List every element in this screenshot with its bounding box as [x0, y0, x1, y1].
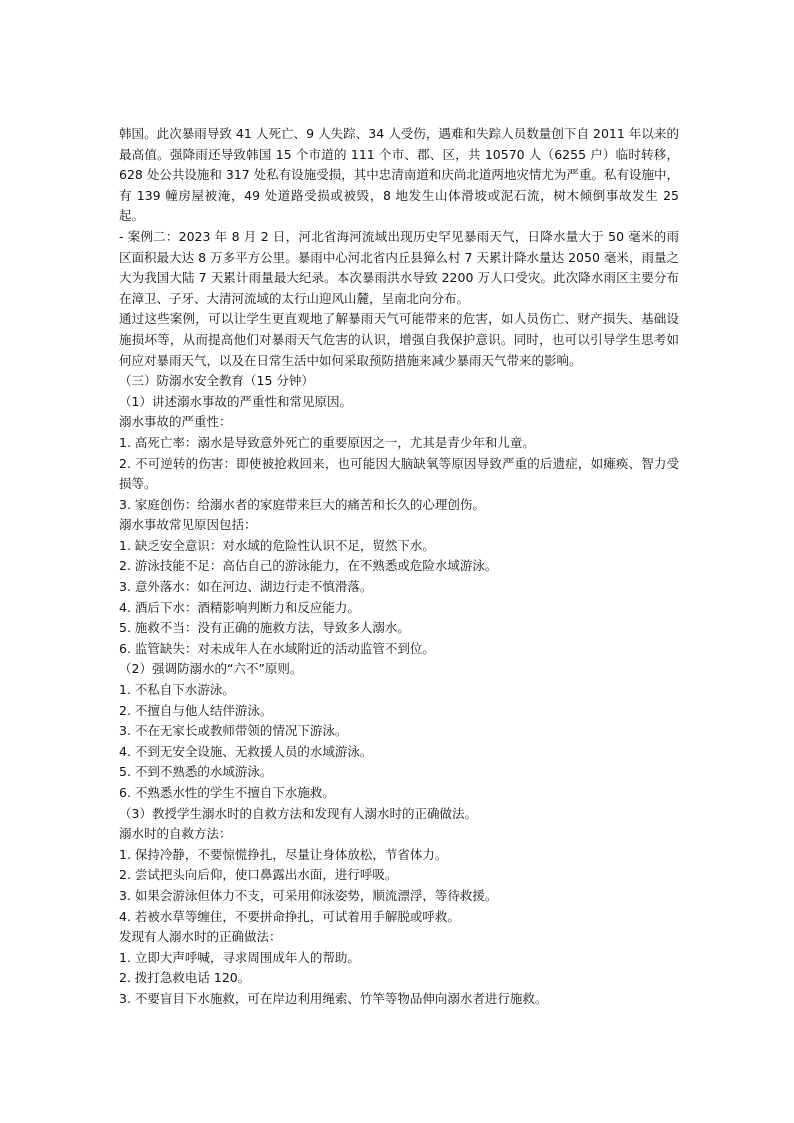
- list-item: 1. 缺乏安全意识：对水域的危险性认识不足，贸然下水。: [119, 537, 435, 553]
- list-item: 2. 不可逆转的伤害：即使被抢救回来，也可能因大脑缺氧等原因导致严重的后遗症，如瘫痪、智力受损等。: [119, 455, 679, 492]
- list-item: 6. 监管缺失：对未成年人在水域附近的活动监管不到位。: [119, 640, 435, 656]
- label-self-rescue: 溺水时的自救方法：: [119, 826, 232, 842]
- paragraph-case-summary: 通过这些案例，可以让学生更直观地了解暴雨天气可能带来的危害，如人员伤亡、财产损失、基础设施损坏等，从而提高他们对暴雨天气危害的认识，增强自我保护意识。同时，也可以引导学生思考如何应对暴雨天气，以及在日常生活中如何采取预防措施来减少暴雨天气带来的影响。: [119, 311, 679, 368]
- list-item: 5. 施救不当：没有正确的施救方法，导致多人溺水。: [119, 620, 410, 636]
- list-item: 2. 游泳技能不足：高估自己的游泳能力，在不熟悉或危险水域游泳。: [119, 558, 498, 574]
- list-item: 5. 不到不熟悉的水域游泳。: [119, 764, 273, 780]
- list-item: 2. 尝试把头向后仰，使口鼻露出水面，进行呼吸。: [119, 867, 398, 883]
- list-item: 4. 酒后下水：酒精影响判断力和反应能力。: [119, 599, 360, 615]
- list-item: 3. 如果会游泳但体力不支，可采用仰泳姿势，顺流漂浮，等待救援。: [119, 887, 498, 903]
- list-item: 2. 拨打急救电话 120。: [119, 970, 251, 986]
- subheading-six-nots: （2）强调防溺水的“六不”原则。: [119, 661, 303, 677]
- list-item: 4. 若被水草等缠住，不要拼命挣扎，可试着用手解脱或呼救。: [119, 908, 460, 924]
- section-heading-drowning: （三）防溺水安全教育（15 分钟）: [119, 373, 314, 389]
- list-item: 3. 不要盲目下水施救，可在岸边利用绳索、竹竿等物品伸向溺水者进行施救。: [119, 990, 548, 1006]
- subheading-severity-causes: （1）讲述溺水事故的严重性和常见原因。: [119, 393, 352, 409]
- list-item: 1. 高死亡率：溺水是导致意外死亡的重要原因之一，尤其是青少年和儿童。: [119, 434, 535, 450]
- paragraph-korea-case: 韩国。此次暴雨导致 41 人死亡、9 人失踪、34 人受伤，遇难和失踪人员数量创下自 2011 年以来的最高值。强降雨还导致韩国 15 个市道的 111 个市、郡、区，共 10570 人（6255 户）临时转移，628 处公共设施和 317 处私有设施受损，其中忠清南道和庆尚北道两地灾情尤为严重。私有设施中，有 139 幢房屋被淹，49 处道路受损或被毁，8 地发生山体滑坡或泥石流，树木倾倒事故发生 25 起。: [119, 126, 679, 224]
- list-item: 6. 不熟悉水性的学生不擅自下水施救。: [119, 785, 335, 800]
- list-item: 3. 意外落水：如在河边、湖边行走不慎滑落。: [119, 579, 373, 595]
- list-item: 1. 立即大声呼喊，寻求周围成年人的帮助。: [119, 949, 360, 965]
- label-causes: 溺水事故常见原因包括：: [119, 517, 257, 533]
- list-item: 3. 不在无家长或教师带领的情况下游泳。: [119, 723, 348, 739]
- label-severity: 溺水事故的严重性：: [119, 414, 232, 430]
- list-item: 1. 保持冷静，不要惊慌挣扎，尽量让身体放松，节省体力。: [119, 846, 448, 862]
- list-item: 3. 家庭创伤：给溺水者的家庭带来巨大的痛苦和长久的心理创伤。: [119, 496, 485, 512]
- subheading-self-rescue: （3）教授学生溺水时的自救方法和发现有人溺水时的正确做法。: [119, 805, 477, 821]
- label-rescue-others: 发现有人溺水时的正确做法：: [119, 929, 282, 945]
- paragraph-case-two: - 案例二：2023 年 8 月 2 日，河北省海河流域出现历史罕见暴雨天气，日降水量大于 50 毫米的雨区面积最大达 8 万多平方公里。暴雨中心河北省内丘县獐么村 7 天累计降水量达 2050 毫米，雨量之大为我国大陆 7 天累计雨量最大纪录。本次暴雨洪水导致 2200 万人口受灾。此次降水雨区主要分布在漳卫、子牙、大清河流域的太行山迎风山麓，呈南北向分布。: [119, 228, 679, 306]
- document-body: [119, 124, 679, 1010]
- list-item: 1. 不私自下水游泳。: [119, 682, 235, 698]
- list-item: 2. 不擅自与他人结伴游泳。: [119, 702, 273, 718]
- list-item: 4. 不到无安全设施、无救援人员的水域游泳。: [119, 743, 373, 759]
